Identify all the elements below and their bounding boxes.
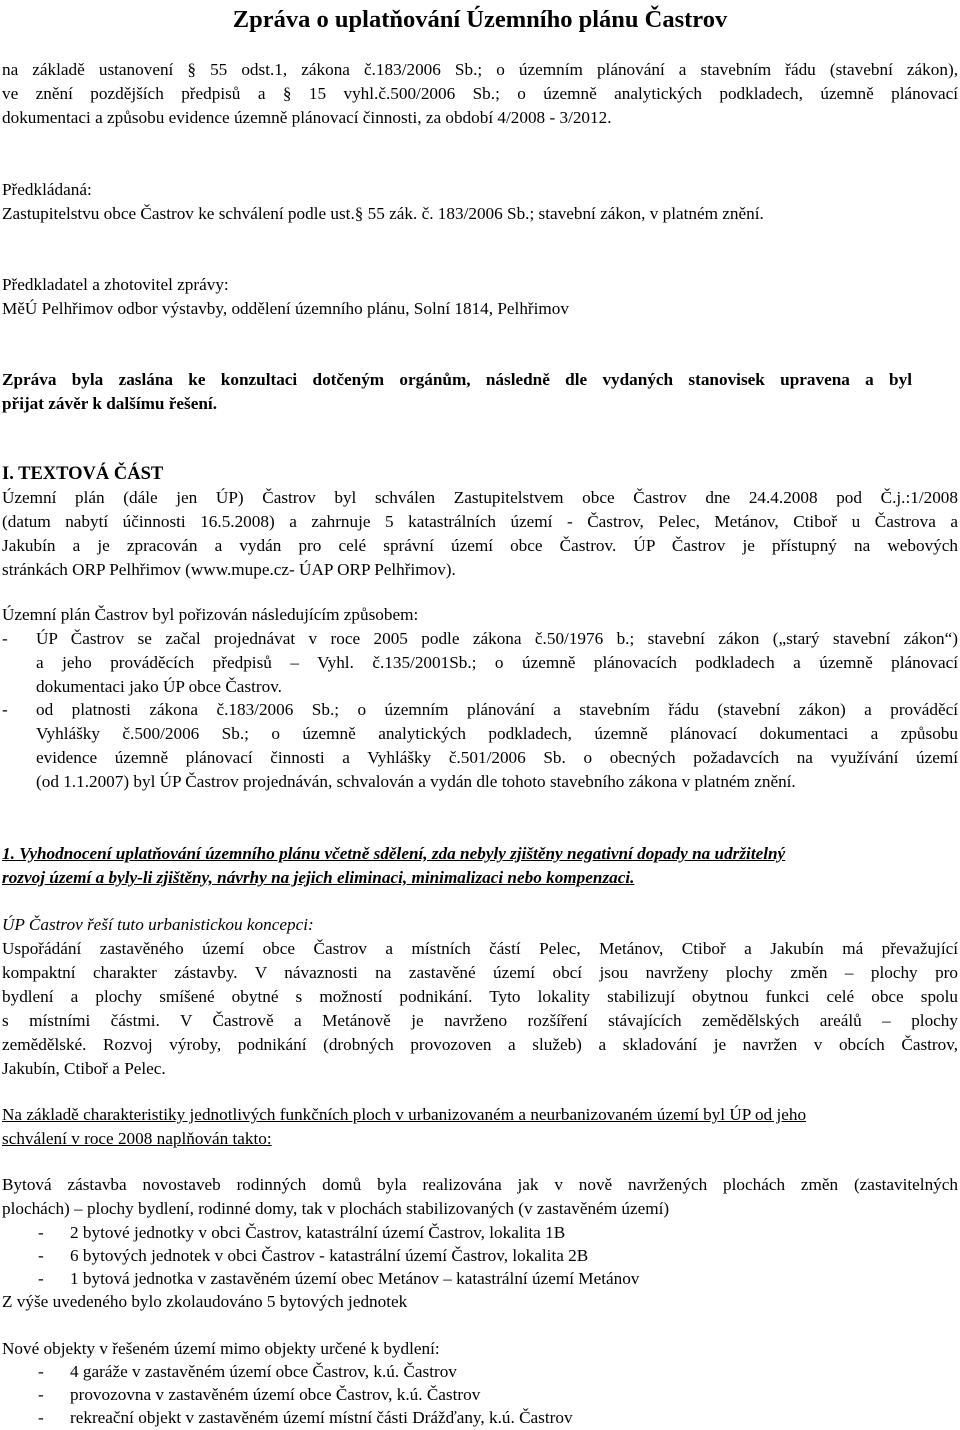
housing-item: 6 bytových jednotek v obci Častrov - katastrální území Častrov, lokalita 2B bbox=[70, 1246, 589, 1265]
list-dash: - bbox=[38, 1362, 44, 1381]
housing-total: Z výše uvedeného bylo zkolaudováno 5 bytových jednotek bbox=[2, 1292, 408, 1311]
intro-line: ve znění pozdějších předpisů a § 15 vyhl.č.500/2006 Sb.; o územně analytických podkladech, územně plánovací bbox=[2, 84, 958, 103]
consultation-line: Zpráva byla zaslána ke konzultaci dotčeným orgánům, následně dle vydaných stanovisek upravena a byl bbox=[2, 370, 912, 389]
list-dash: - bbox=[2, 629, 8, 648]
concept-line: s místními částmi. V Častrově a Metánově je navrženo rozšíření stávajících zemědělských areálů – plochy bbox=[2, 1011, 958, 1030]
section-heading: 1. Vyhodnocení uplatňování územního plánu včetně sdělení, zda nebyly zjištěny negativní dopady na udržitelný bbox=[2, 844, 786, 863]
method-item-line: (od 1.1.2007) byl ÚP Častrov projednáván, schvalován a vydán dle tohoto stavebního zákona v platném znění. bbox=[36, 772, 796, 791]
basis-line: schválení v roce 2008 naplňován takto: bbox=[2, 1129, 272, 1148]
housing-line: Bytová zástavba novostaveb rodinných domů byla realizována jak v nově navržených plochách změn (zastavitelných bbox=[2, 1175, 958, 1194]
method-intro: Územní plán Častrov byl pořizován následujícím způsobem: bbox=[2, 605, 419, 624]
section-heading: rozvoj území a byly-li zjištěny, návrhy na jejich eliminaci, minimalizaci nebo kompenzaci. bbox=[2, 868, 635, 887]
method-item-line: od platnosti zákona č.183/2006 Sb.; o územním plánování a stavebním řádu (stavební zákon) a prováděcí bbox=[36, 700, 958, 719]
list-dash: - bbox=[38, 1223, 44, 1242]
part-paragraph-line: Jakubín a je zpracován a vydán pro celé správní území obce Častrov. ÚP Častrov je přístupný na webových bbox=[2, 536, 958, 555]
intro-line: dokumentaci a způsobu evidence územně plánovací činnosti, za období 4/2008 - 3/2012. bbox=[2, 108, 612, 127]
author-label: Předkladatel a zhotovitel zprávy: bbox=[2, 275, 229, 294]
new-objects-label: Nové objekty v řešeném území mimo objekty určené k bydlení: bbox=[2, 1339, 440, 1358]
housing-item: 2 bytové jednotky v obci Častrov, katastrální území Častrov, lokalita 1B bbox=[70, 1223, 566, 1242]
list-dash: - bbox=[38, 1408, 44, 1427]
method-item-line: ÚP Častrov se začal projednávat v roce 2005 podle zákona č.50/1976 b.; stavební zákon („starý stavební zákon“) bbox=[36, 629, 958, 648]
housing-line: plochách) – plochy bydlení, rodinné domy, tak v plochách stabilizovaných (v zastavěném území) bbox=[2, 1199, 670, 1218]
new-object-item: provozovna v zastavěném území obce Častrov, k.ú. Častrov bbox=[70, 1385, 481, 1404]
method-item-line: Vyhlášky č.500/2006 Sb.; o územně analytických podkladech, územně plánovací dokumentaci a způsobu bbox=[36, 724, 958, 743]
concept-label: ÚP Častrov řeší tuto urbanistickou koncepci: bbox=[2, 915, 314, 934]
new-object-item: rekreační objekt v zastavěném území místní části Drážďany, k.ú. Častrov bbox=[70, 1408, 573, 1427]
concept-line: zemědělské. Rozvoj výroby, podnikání (drobných provozoven a služeb) a skladování je navržen v obcích Častrov, bbox=[2, 1035, 958, 1054]
part-paragraph-line: (datum nabytí účinnosti 16.5.2008) a zahrnuje 5 katastrálních území - Častrov, Pelec, Metánov, Ctiboř u Častrova a bbox=[2, 512, 958, 531]
part-heading: I. TEXTOVÁ ČÁST bbox=[2, 464, 164, 484]
concept-line: Uspořádání zastavěného území obce Častrov a místních částí Pelec, Metánov, Ctiboř a Jakubín má převažující bbox=[2, 939, 958, 958]
concept-line: kompaktní charakter zástavby. V návaznosti na zastavěné území obcí jsou navrženy plochy změn – plochy pro bbox=[2, 963, 958, 982]
concept-line: Jakubín, Ctiboř a Pelec. bbox=[2, 1059, 166, 1078]
method-item-line: evidence územně plánovací činnosti a Vyhlášky č.501/2006 Sb. o obecných požadavcích na využívání území bbox=[36, 748, 958, 767]
concept-line: bydlení a plochy smíšené obytné s možností podnikání. Tyto lokality stabilizují obytnou funkci celé obce spolu bbox=[2, 987, 958, 1006]
list-dash: - bbox=[38, 1246, 44, 1265]
list-dash: - bbox=[2, 700, 8, 719]
intro-line: na základě ustanovení § 55 odst.1, zákona č.183/2006 Sb.; o územním plánování a stavebním řádu (stavební zákon), bbox=[2, 60, 958, 79]
part-paragraph-line: stránkách ORP Pelhřimov (www.mupe.cz- ÚAP ORP Pelhřimov). bbox=[2, 560, 456, 579]
new-object-item: 4 garáže v zastavěném území obce Častrov, k.ú. Častrov bbox=[70, 1362, 457, 1381]
submitted-label: Předkládaná: bbox=[2, 180, 92, 199]
part-paragraph-line: Územní plán (dále jen ÚP) Častrov byl schválen Zastupitelstvem obce Častrov dne 24.4.2008 pod Č.j.:1/2008 bbox=[2, 488, 958, 507]
list-dash: - bbox=[38, 1269, 44, 1288]
basis-line: Na základě charakteristiky jednotlivých funkčních ploch v urbanizovaném a neurbanizovaném území byl ÚP od jeho bbox=[2, 1105, 807, 1124]
method-item-line: dokumentaci jako ÚP obce Častrov. bbox=[36, 677, 282, 696]
submitted-text: Zastupitelstvu obce Častrov ke schválení podle ust.§ 55 zák. č. 183/2006 Sb.; stavební zákon, v platném znění. bbox=[2, 204, 764, 223]
consultation-line: přijat závěr k dalšímu řešení. bbox=[2, 394, 217, 413]
method-item-line: a jeho prováděcích předpisů – Vyhl. č.135/2001Sb.; o územně plánovacích podkladech a územně plánovací bbox=[36, 653, 958, 672]
list-dash: - bbox=[38, 1385, 44, 1404]
page-title: Zpráva o uplatňování Územního plánu Častrov bbox=[232, 6, 728, 33]
housing-item: 1 bytová jednotka v zastavěném území obec Metánov – katastrální území Metánov bbox=[70, 1269, 640, 1288]
author-text: MěÚ Pelhřimov odbor výstavby, oddělení územního plánu, Solní 1814, Pelhřimov bbox=[2, 299, 569, 318]
